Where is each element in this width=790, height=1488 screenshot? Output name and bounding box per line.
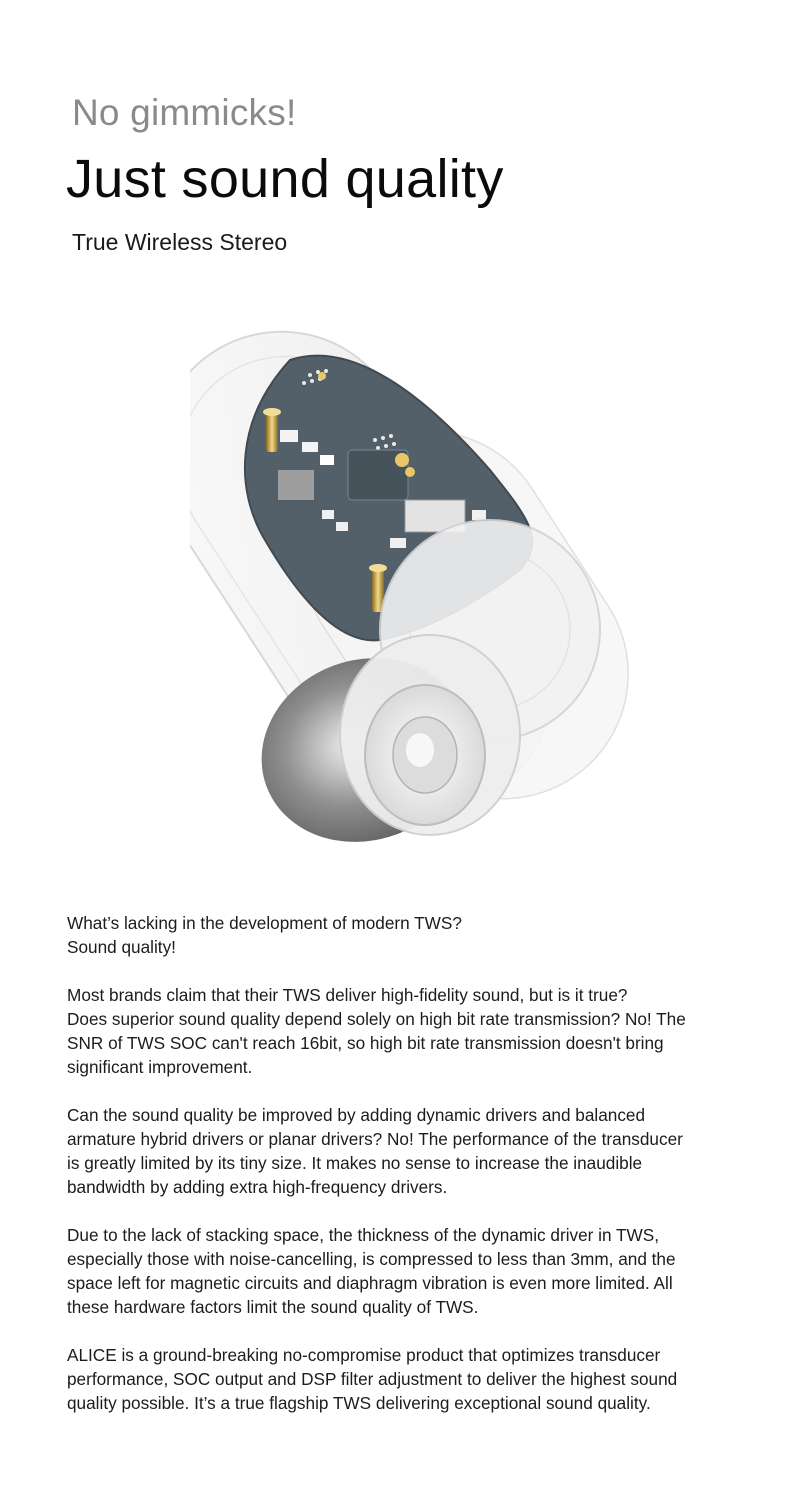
- text-line: these hardware factors limit the sound quality of TWS.: [67, 1297, 479, 1317]
- paragraph-bitrate: [67, 983, 727, 1079]
- text-line: Can the sound quality be improved by adding dynamic drivers and balanced: [67, 1105, 646, 1125]
- text-line: ALICE is a ground-breaking no-compromise product that optimizes transducer: [67, 1345, 661, 1365]
- text-line: Most brands claim that their TWS deliver high-fidelity sound, but is it true?: [67, 985, 628, 1005]
- paragraph-drivers: [67, 1103, 727, 1199]
- paragraph-intro: [67, 911, 727, 959]
- earbud-product-image: [190, 300, 660, 860]
- text-line: significant improvement.: [67, 1057, 253, 1077]
- paragraph-alice: [67, 1343, 727, 1415]
- paragraph-space: [67, 1223, 727, 1319]
- page-subtitle: True Wireless Stereo: [72, 229, 288, 255]
- text-line: Sound quality!: [67, 937, 176, 957]
- body-copy: [67, 911, 727, 1439]
- text-line: is greatly limited by its tiny size. It makes no sense to increase the inaudible: [67, 1153, 643, 1173]
- text-line: space left for magnetic circuits and diaphragm vibration is even more limited. All: [67, 1273, 673, 1293]
- eyebrow-text: No gimmicks!: [72, 92, 297, 133]
- text-line: armature hybrid drivers or planar drivers? No! The performance of the transducer: [67, 1129, 683, 1149]
- text-line: quality possible. It’s a true flagship TWS delivering exceptional sound quality.: [67, 1393, 651, 1413]
- text-line: especially those with noise-cancelling, is compressed to less than 3mm, and the: [67, 1249, 676, 1269]
- text-line: Does superior sound quality depend solely on high bit rate transmission? No! The: [67, 1009, 686, 1029]
- text-line: SNR of TWS SOC can't reach 16bit, so high bit rate transmission doesn't bring: [67, 1033, 664, 1053]
- text-line: bandwidth by adding extra high-frequency drivers.: [67, 1177, 448, 1197]
- text-line: Due to the lack of stacking space, the thickness of the dynamic driver in TWS,: [67, 1225, 659, 1245]
- text-line: What’s lacking in the development of modern TWS?: [67, 913, 462, 933]
- text-line: performance, SOC output and DSP filter adjustment to deliver the highest sound: [67, 1369, 678, 1389]
- page-title: Just sound quality: [66, 149, 504, 209]
